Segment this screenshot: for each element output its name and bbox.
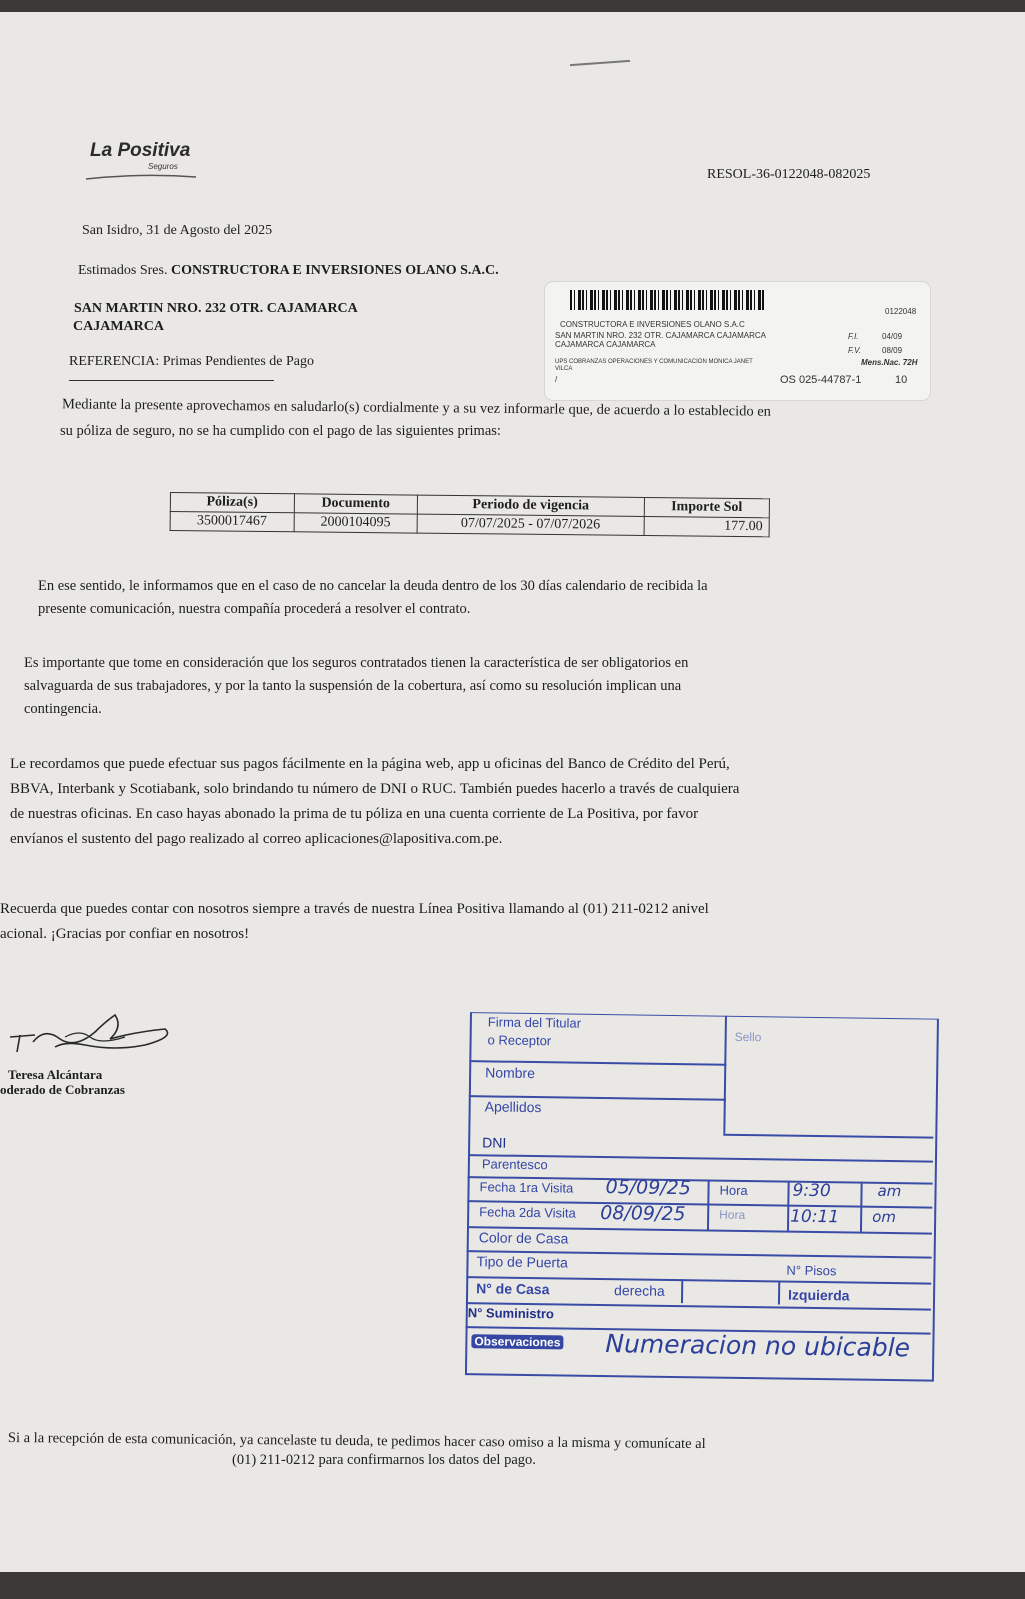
table-header: Importe Sol — [644, 497, 770, 517]
p3-line-2: salvaguarda de sus trabajadores, y por la tanto la suspensión de la cobertura, así como su resolución implican una — [24, 678, 682, 694]
policy-table — [170, 492, 770, 537]
address-line-1: SAN MARTIN NRO. 232 OTR. CAJAMARCA — [74, 301, 358, 316]
stamp-hora2-suffix: om — [872, 1207, 897, 1227]
intro-line-1: Mediante la presente aprovechamos en saludarlo(s) cordialmente y a su vez informarle que, de acuerdo a lo establecido en — [61, 396, 772, 420]
p2-line-2: presente comunicación, nuestra compañía procederá a resolver el contrato. — [38, 601, 471, 617]
paragraph-2 — [38, 575, 708, 621]
paragraph-4 — [10, 752, 739, 852]
stamp-firma-line-1: Firma del Titular — [487, 1014, 582, 1031]
signature-icon — [5, 1007, 180, 1067]
stamp-hora2-label: Hora — [719, 1207, 746, 1223]
logo-swoosh-icon — [86, 174, 196, 180]
stamp-color-casa: Color de Casa — [478, 1229, 569, 1247]
table-cell-policy: 3500017467 — [170, 512, 294, 532]
address-line-2: CAJAMARCA — [73, 319, 164, 334]
stamp-hora2-suffix-box — [860, 1206, 934, 1233]
company-name: CONSTRUCTORA E INVERSIONES OLANO S.A.C. — [170, 263, 499, 278]
label-address-2: CAJAMARCA CAJAMARCA — [555, 340, 656, 349]
stamp-parentesco: Parentesco — [481, 1156, 548, 1173]
p2-line-1: En ese sentido, le informamos que en el caso de no cancelar la deuda dentro de los 30 días calendario de recibida la — [38, 578, 708, 594]
label-ops: UPS COBRANZAS OPERACIONES Y COMUNICACION MONICA JANET — [555, 359, 753, 365]
courier-stamp — [455, 1012, 950, 1394]
intro-paragraph — [62, 397, 771, 443]
p5-line-1: Recuerda que puedes contar con nosotros siempre a través de nuestra Línea Positiva llamando al (01) 211-0212 anivel — [0, 901, 709, 917]
stamp-izquierda: Izquierda — [787, 1286, 850, 1304]
stamp-hora1-value: 9:30 — [792, 1180, 831, 1202]
label-fv-value: 08/09 — [882, 346, 903, 355]
stamp-n-pisos: N° Pisos — [786, 1262, 837, 1279]
company-logo: La Positiva — [90, 140, 191, 161]
shipping-label — [545, 282, 930, 400]
label-service: Mens.Nac. 72H — [861, 358, 918, 367]
label-code: 0122048 — [885, 307, 917, 316]
label-fi-label: F.I. — [848, 332, 859, 341]
stamp-fecha2-label: Fecha 2da Visita — [479, 1204, 576, 1221]
footer-line-1: Si a la recepción de esta comunicación, ya cancelaste tu deuda, te pedimos hacer caso omiso a la misma y comunícate al — [7, 1430, 706, 1453]
label-recipient: CONSTRUCTORA E INVERSIONES OLANO S.A.C — [560, 320, 745, 329]
stamp-n-casa: N° de Casa — [476, 1280, 550, 1298]
stamp-firma-line-2: o Receptor — [487, 1032, 552, 1049]
letter-page — [0, 12, 1025, 1572]
label-address-1: SAN MARTIN NRO. 232 OTR. CAJAMARCA CAJAMARCA — [555, 331, 766, 340]
table-cell-amount: 177.00 — [644, 516, 770, 536]
greeting-prefix: Estimados Sres. — [78, 263, 168, 278]
signer-name: Teresa Alcántara — [8, 1067, 103, 1082]
p4-line-3: de nuestras oficinas. En caso hayas abonado la prima de tu póliza en una cuenta corriente de La Positiva, por favor — [10, 806, 699, 822]
stamp-dni: DNI — [482, 1134, 507, 1151]
stamp-hora2-value: 10:11 — [790, 1206, 840, 1228]
label-ops-2: VILCA — [555, 366, 573, 372]
stamp-casa-box — [681, 1279, 780, 1304]
stamp-fecha1-value: 05/09/25 — [605, 1176, 692, 1200]
p3-line-1: Es importante que tome en consideración que los seguros contratados tienen la característica de ser obligatorios en — [24, 655, 689, 671]
greeting — [78, 263, 499, 279]
signer-role: oderado de Cobranzas — [0, 1082, 125, 1097]
stamp-apellidos: Apellidos — [484, 1098, 542, 1116]
stamp-sello-box — [723, 1016, 935, 1139]
stamp-hora1-label: Hora — [719, 1182, 748, 1199]
table-header: Póliza(s) — [170, 493, 294, 513]
reference-text: Primas Pendientes de Pago — [162, 354, 314, 369]
reference — [69, 354, 314, 381]
table-header: Documento — [294, 494, 418, 514]
label-os-number: OS 025-44787-1 — [780, 374, 862, 386]
label-slash: / — [555, 375, 558, 384]
stamp-nombre: Nombre — [485, 1064, 536, 1082]
p3-line-3: contingencia. — [24, 701, 102, 717]
paragraph-3 — [24, 652, 688, 721]
p4-line-4: envíanos el sustento del pago realizado al correo aplicaciones@lapositiva.com.pe. — [10, 831, 503, 847]
table-cell-document: 2000104095 — [294, 513, 418, 533]
intro-line-2: su póliza de seguro, no se ha cumplido con el pago de las siguientes primas: — [60, 423, 501, 439]
label-os-count: 10 — [895, 374, 908, 386]
stamp-derecha: derecha — [614, 1282, 665, 1299]
stamp-sello: Sello — [734, 1029, 762, 1045]
table-cell-period: 07/07/2025 - 07/07/2026 — [417, 514, 644, 535]
label-fv-label: F.V. — [848, 346, 862, 355]
paragraph-5 — [0, 897, 709, 947]
footer-line-2: (01) 211-0212 para confirmarnos los datos del pago. — [232, 1452, 536, 1468]
stamp-observacion-value: Numeracion no ubicable — [605, 1329, 911, 1363]
stamp-suministro: N° Suministro — [467, 1305, 554, 1322]
stamp-tipo-puerta: Tipo de Puerta — [476, 1253, 568, 1271]
company-logo-subtitle: Seguros — [148, 162, 178, 171]
stamp-fecha2-value: 08/09/25 — [600, 1201, 686, 1226]
stamp-hora1-suffix: am — [877, 1181, 902, 1201]
stamp-observaciones: Observaciones — [471, 1334, 563, 1349]
letter-date: San Isidro, 31 de Agosto del 2025 — [82, 223, 273, 238]
barcode-icon — [570, 290, 765, 310]
pen-mark — [570, 60, 630, 66]
table-header: Periodo de vigencia — [417, 495, 644, 516]
resolution-code: RESOL-36-0122048-082025 — [707, 167, 871, 182]
p5-line-2: acional. ¡Gracias por confiar en nosotros! — [0, 926, 250, 942]
stamp-fecha1-label: Fecha 1ra Visita — [479, 1179, 574, 1196]
reference-label: REFERENCIA: — [69, 354, 160, 369]
p4-line-1: Le recordamos que puede efectuar sus pagos fácilmente en la página web, app u oficinas del Banco de Crédito del Perú, — [10, 756, 730, 772]
label-fi-value: 04/09 — [882, 332, 903, 341]
p4-line-2: BBVA, Interbank y Scotiabank, solo brindando tu número de DNI o RUC. También puedes hacerlo a través de cualquiera — [10, 781, 740, 797]
